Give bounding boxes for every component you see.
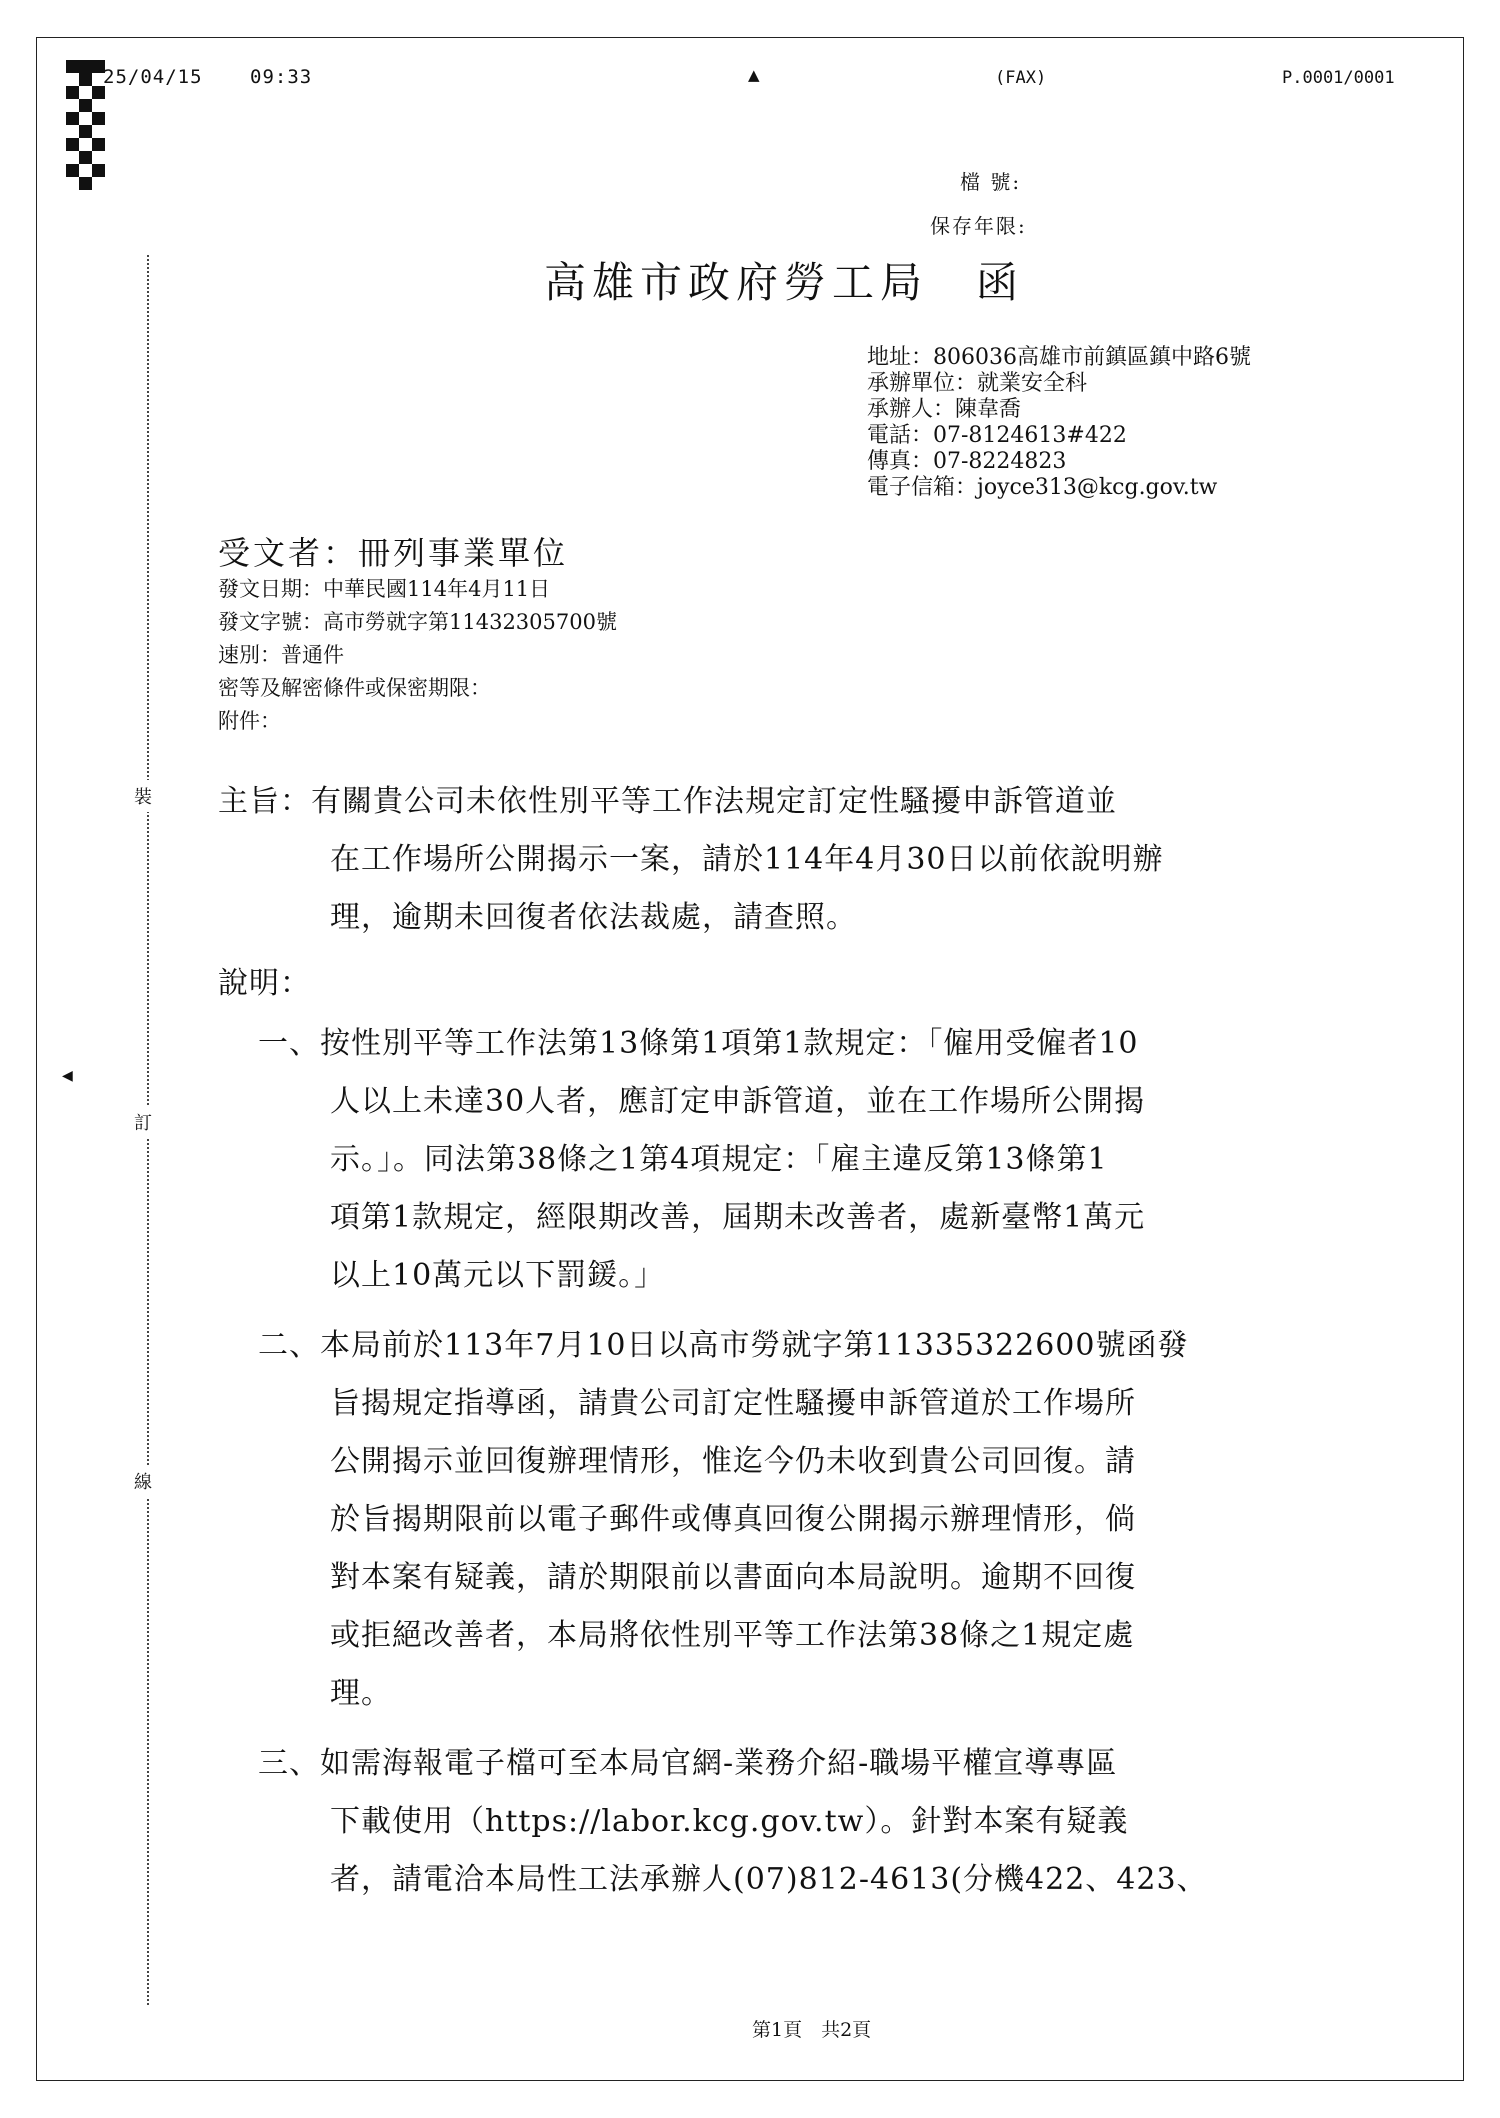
recipient: 受文者：冊列事業單位	[218, 534, 569, 572]
item3-line: 下載使用（https://labor.kcg.gov.tw）。針對本案有疑義	[330, 1804, 1129, 1839]
item1-line: 一、按性別平等工作法第13條第1項第1款規定：「僱用受僱者10	[258, 1026, 1139, 1061]
contact-handler: 承辦人：陳韋喬	[867, 397, 1022, 422]
binding-char-zhuang: 裝	[134, 780, 152, 812]
binding-char-ding: 訂	[134, 1106, 152, 1138]
fax-page-number: P.0001/0001	[1282, 68, 1395, 88]
subject-line: 主旨：有關貴公司未依性別平等工作法規定訂定性騷擾申訴管道並	[218, 784, 1117, 819]
item2-line: 理。	[330, 1676, 392, 1711]
contact-info	[867, 345, 1251, 501]
triangle-up-icon: ▲	[748, 66, 760, 84]
subject-line: 理，逾期未回復者依法裁處，請查照。	[330, 900, 857, 935]
contact-email: 電子信箱：joyce313@kcg.gov.tw	[867, 475, 1218, 500]
item2-line: 或拒絕改善者，本局將依性別平等工作法第38條之1規定處	[330, 1618, 1135, 1653]
item2-line: 二、本局前於113年7月10日以高市勞就字第11335322600號函發	[258, 1328, 1189, 1363]
item1-line: 人以上未達30人者，應訂定申訴管道，並在工作場所公開揭	[330, 1084, 1146, 1119]
binding-char-xian: 線	[134, 1465, 152, 1497]
issue-number: 發文字號：高市勞就字第11432305700號	[218, 610, 617, 634]
item2-line: 對本案有疑義，請於期限前以書面向本局說明。逾期不回復	[330, 1560, 1136, 1595]
fax-mode: (FAX)	[995, 68, 1047, 88]
contact-unit: 承辦單位：就業安全科	[867, 371, 1088, 396]
document-title: 高雄市政府勞工局 函	[544, 258, 1025, 307]
contact-address: 地址：806036高雄市前鎮區鎮中路6號	[867, 345, 1251, 370]
item1-line: 以上10萬元以下罰鍰。」	[330, 1258, 666, 1293]
attachment: 附件：	[218, 709, 281, 733]
item3-line: 者，請電洽本局性工法承辦人(07)812-4613(分機422、423、	[330, 1862, 1208, 1897]
document-meta	[218, 573, 617, 738]
issue-date: 發文日期：中華民國114年4月11日	[218, 577, 551, 601]
contact-fax: 傳真：07-8224823	[867, 449, 1067, 474]
item2-line: 公開揭示並回復辦理情形，惟迄今仍未收到貴公司回復。請	[330, 1444, 1136, 1479]
explanation-label: 說明：	[218, 966, 311, 1001]
fax-time: 09:33	[250, 66, 313, 88]
item2-line: 於旨揭期限前以電子郵件或傳真回復公開揭示辦理情形，倘	[330, 1502, 1136, 1537]
item3-line: 三、如需海報電子檔可至本局官網-業務介紹-職場平權宣導專區	[258, 1746, 1118, 1781]
file-number-label: 檔 號:	[960, 170, 1022, 194]
item1-line: 示。」。同法第38條之1第4項規定：「雇主違反第13條第1	[330, 1142, 1108, 1177]
confidentiality: 密等及解密條件或保密期限：	[218, 676, 491, 700]
page-footer: 第1頁 共2頁	[752, 2019, 872, 2041]
triangle-left-icon: ◀	[62, 1068, 73, 1084]
item1-line: 項第1款規定，經限期改善，屆期未改善者，處新臺幣1萬元	[330, 1200, 1146, 1235]
item2-line: 旨揭規定指導函，請貴公司訂定性騷擾申訴管道於工作場所	[330, 1386, 1136, 1421]
contact-phone: 電話：07-8124613#422	[867, 423, 1127, 448]
speed-category: 速別：普通件	[218, 643, 344, 667]
subject-line: 在工作場所公開揭示一案，請於114年4月30日以前依說明辦	[330, 842, 1164, 877]
retention-period-label: 保存年限:	[930, 214, 1027, 238]
fax-date: 25/04/15	[103, 66, 203, 88]
